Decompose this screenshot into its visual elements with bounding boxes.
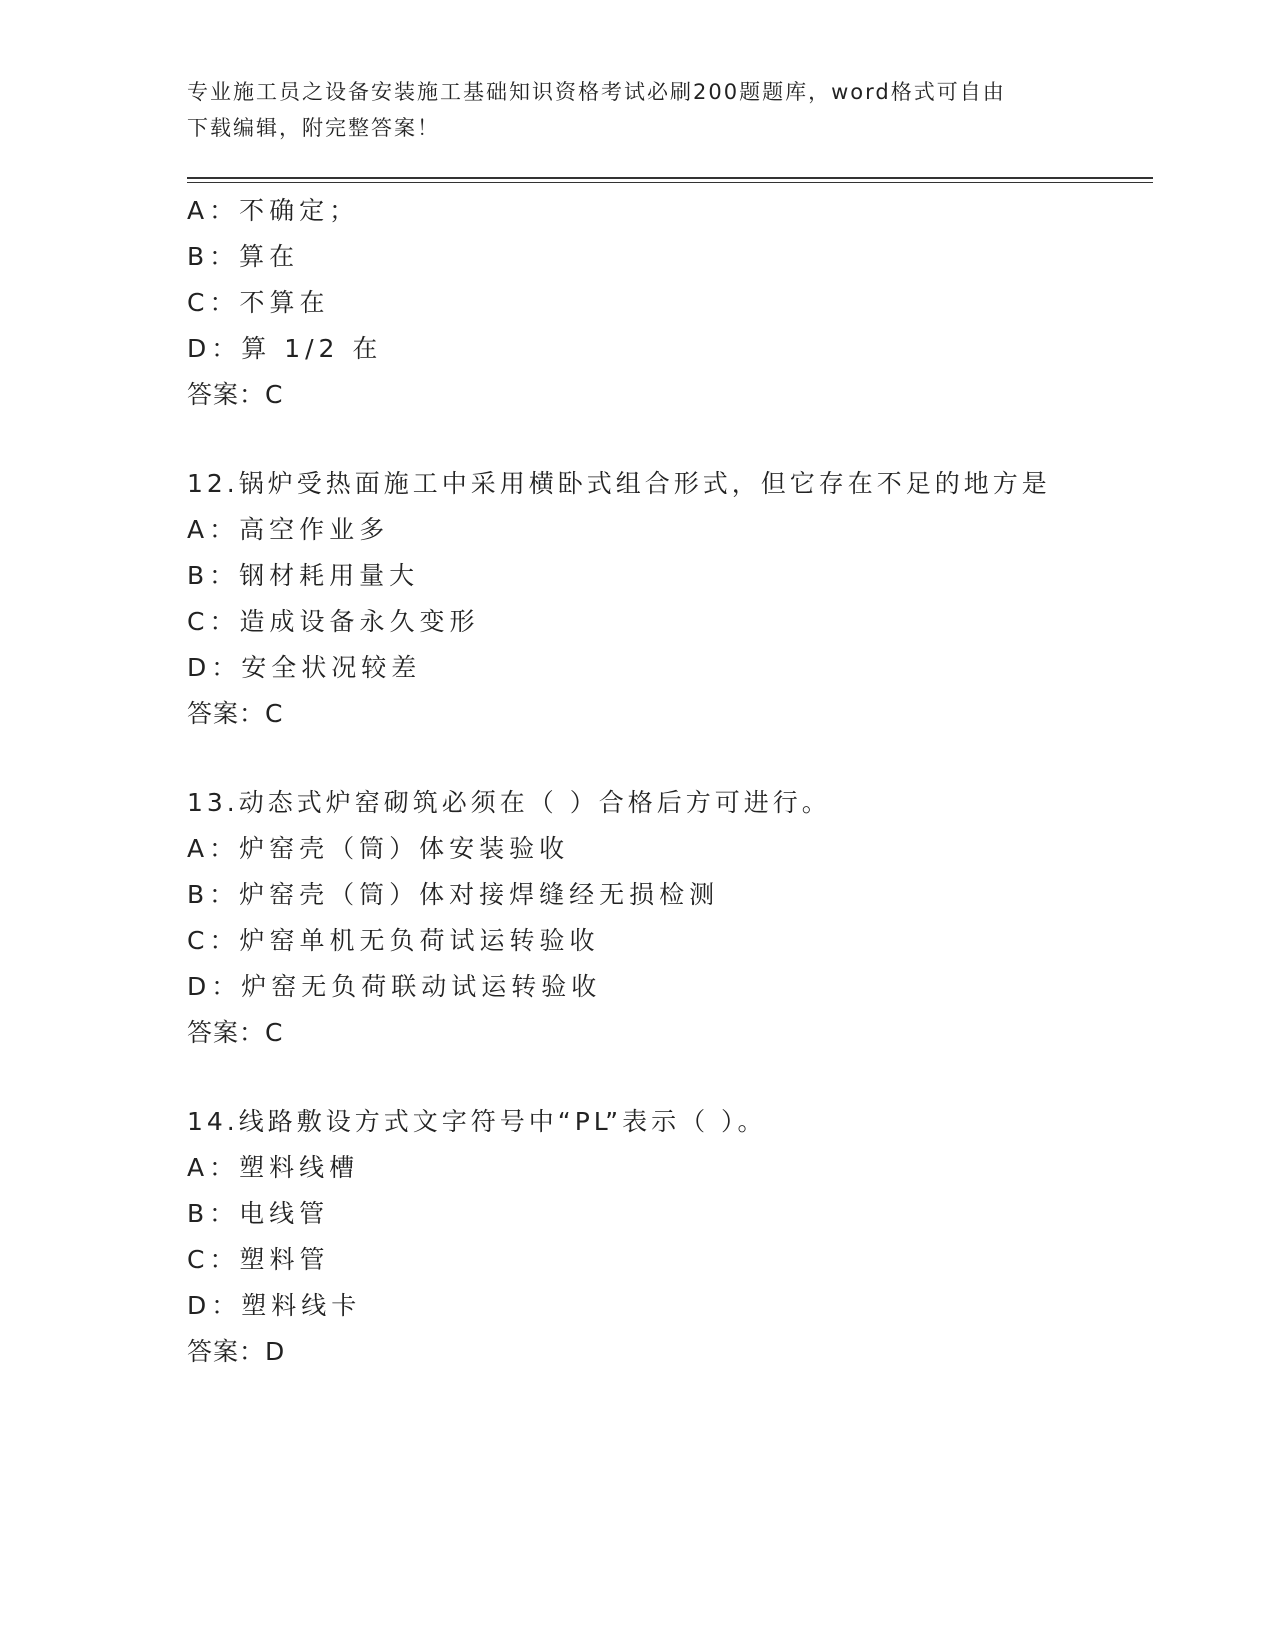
answer-line: 答案：C <box>187 699 284 728</box>
header-divider-thick <box>187 177 1153 179</box>
question-stem: 12.锅炉受热面施工中采用横卧式组合形式，但它存在不足的地方是 <box>187 469 1051 498</box>
question-11-continued <box>187 188 1153 418</box>
question-12 <box>187 461 1153 737</box>
question-list <box>187 188 1153 1418</box>
option-c: C：塑料管 <box>187 1245 330 1274</box>
option-d: D：塑料线卡 <box>187 1291 362 1320</box>
option-d: D：算 1/2 在 <box>187 334 383 363</box>
option-c: C：不算在 <box>187 288 330 317</box>
header-title-line-2: 下载编辑，附完整答案！ <box>187 116 440 140</box>
option-b: B：电线管 <box>187 1199 330 1228</box>
option-a: A：不确定； <box>187 196 360 225</box>
option-b: B：炉窑壳（筒）体对接焊缝经无损检测 <box>187 880 720 909</box>
option-c: C：造成设备永久变形 <box>187 607 480 636</box>
option-d: D：安全状况较差 <box>187 653 422 682</box>
option-b: B：钢材耗用量大 <box>187 561 420 590</box>
option-d: D：炉窑无负荷联动试运转验收 <box>187 972 602 1001</box>
document-header <box>187 74 1087 146</box>
option-a: A：高空作业多 <box>187 515 390 544</box>
answer-line: 答案：D <box>187 1337 286 1366</box>
header-divider-thin <box>187 182 1153 183</box>
option-a: A：炉窑壳（筒）体安装验收 <box>187 834 570 863</box>
question-13 <box>187 780 1153 1056</box>
header-title-line-1: 专业施工员之设备安装施工基础知识资格考试必刷200题题库，word格式可自由 <box>187 80 1006 104</box>
option-b: B：算在 <box>187 242 300 271</box>
answer-line: 答案：C <box>187 380 284 409</box>
question-stem: 14.线路敷设方式文字符号中“PL”表示（ ）。 <box>187 1107 767 1136</box>
option-c: C：炉窑单机无负荷试运转验收 <box>187 926 600 955</box>
option-a: A：塑料线槽 <box>187 1153 360 1182</box>
answer-line: 答案：C <box>187 1018 284 1047</box>
question-stem: 13.动态式炉窑砌筑必须在（ ）合格后方可进行。 <box>187 788 831 817</box>
question-14 <box>187 1099 1153 1375</box>
